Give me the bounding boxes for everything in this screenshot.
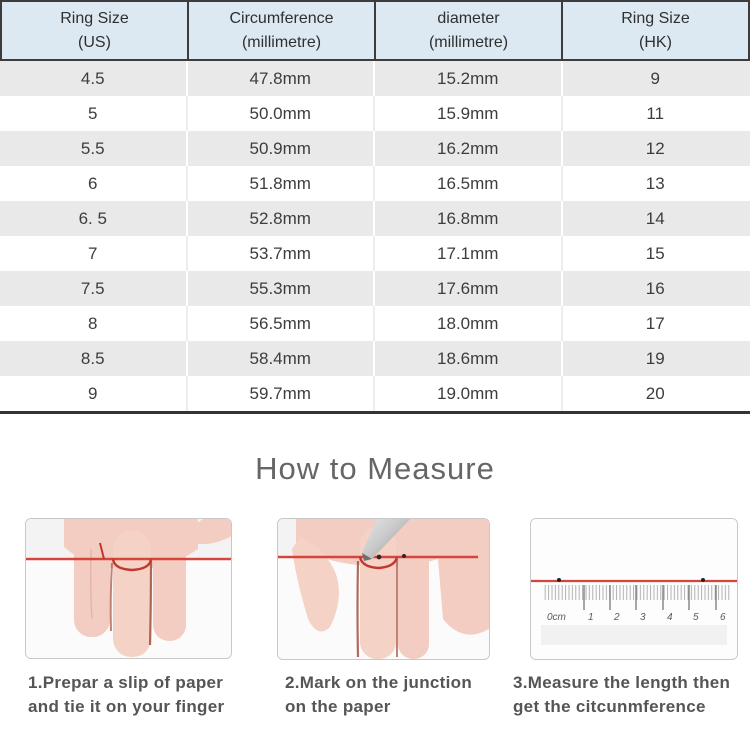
table-cell: 7 — [0, 236, 188, 271]
step1-caption-line1: 1.Prepar a slip of paper — [28, 671, 224, 695]
table-cell: 56.5mm — [188, 306, 376, 341]
table-cell: 19.0mm — [375, 376, 563, 411]
header-line: diameter — [437, 7, 499, 30]
table-row — [0, 341, 750, 376]
table-cell: 53.7mm — [188, 236, 376, 271]
table-cell: 15 — [563, 236, 750, 271]
header-line: Circumference — [229, 7, 333, 30]
step2-caption — [285, 671, 472, 719]
table-cell: 6 — [0, 166, 188, 201]
header-circumference — [189, 2, 376, 59]
table-cell: 16.8mm — [375, 201, 563, 236]
table-cell: 58.4mm — [188, 341, 376, 376]
table-cell: 51.8mm — [188, 166, 376, 201]
table-cell: 18.6mm — [375, 341, 563, 376]
table-cell: 4.5 — [0, 61, 188, 96]
table-cell: 50.9mm — [188, 131, 376, 166]
table-cell: 16 — [563, 271, 750, 306]
table-row — [0, 61, 750, 96]
header-line: Ring Size — [621, 7, 689, 30]
table-cell: 12 — [563, 131, 750, 166]
table-cell: 11 — [563, 96, 750, 131]
table-cell: 15.9mm — [375, 96, 563, 131]
step3-caption-line2: get the citcunmference — [513, 695, 730, 719]
size-chart-body — [0, 61, 750, 414]
header-line: (US) — [78, 31, 111, 54]
table-cell: 7.5 — [0, 271, 188, 306]
header-ring-size-hk — [563, 2, 748, 59]
table-cell: 47.8mm — [188, 61, 376, 96]
ruler-label: 5 — [693, 612, 699, 623]
hand-with-string-illustration — [26, 519, 231, 658]
table-cell: 16.2mm — [375, 131, 563, 166]
step1-caption-line2: and tie it on your finger — [28, 695, 224, 719]
table-cell: 13 — [563, 166, 750, 201]
how-to-measure-title: How to Measure — [0, 451, 750, 487]
header-ring-size-us — [2, 2, 189, 59]
pen-marking-junction-illustration — [278, 519, 489, 659]
header-line: (millimetre) — [242, 31, 321, 54]
table-cell: 14 — [563, 201, 750, 236]
table-cell: 5.5 — [0, 131, 188, 166]
ruler-label: 2 — [613, 612, 620, 623]
table-cell: 18.0mm — [375, 306, 563, 341]
table-cell: 20 — [563, 376, 750, 411]
table-cell: 15.2mm — [375, 61, 563, 96]
header-line: (millimetre) — [429, 31, 508, 54]
step2-image — [277, 518, 490, 660]
table-row — [0, 236, 750, 271]
ruler-label: 1 — [588, 612, 594, 623]
table-cell: 55.3mm — [188, 271, 376, 306]
step3-caption — [513, 671, 730, 719]
table-cell: 59.7mm — [188, 376, 376, 411]
table-cell: 19 — [563, 341, 750, 376]
measure-steps — [0, 518, 750, 753]
table-cell: 52.8mm — [188, 201, 376, 236]
table-row — [0, 96, 750, 131]
step2-caption-line2: on the paper — [285, 695, 472, 719]
ruler-label: 3 — [640, 612, 646, 623]
table-cell: 16.5mm — [375, 166, 563, 201]
table-cell: 5 — [0, 96, 188, 131]
table-cell: 17.1mm — [375, 236, 563, 271]
table-row — [0, 201, 750, 236]
table-cell: 8.5 — [0, 341, 188, 376]
step1-caption — [28, 671, 224, 719]
step3-image — [530, 518, 738, 660]
ruler-label: 6 — [720, 612, 726, 623]
size-chart-header-row — [0, 0, 750, 61]
step1-image — [25, 518, 232, 659]
header-diameter — [376, 2, 563, 59]
table-cell: 50.0mm — [188, 96, 376, 131]
header-line: (HK) — [639, 31, 672, 54]
table-cell: 6. 5 — [0, 201, 188, 236]
step3-caption-line1: 3.Measure the length then — [513, 671, 730, 695]
header-line: Ring Size — [60, 7, 128, 30]
step2-caption-line1: 2.Mark on the junction — [285, 671, 472, 695]
ruler-label: 0cm — [547, 612, 566, 623]
table-cell: 9 — [0, 376, 188, 411]
ruler-label: 4 — [667, 612, 673, 623]
ruler-measurement-illustration — [531, 519, 737, 659]
table-cell: 17.6mm — [375, 271, 563, 306]
table-row — [0, 131, 750, 166]
table-row — [0, 306, 750, 341]
table-cell: 8 — [0, 306, 188, 341]
table-cell: 17 — [563, 306, 750, 341]
table-row — [0, 166, 750, 201]
table-row — [0, 376, 750, 411]
table-row — [0, 271, 750, 306]
table-cell: 9 — [563, 61, 750, 96]
